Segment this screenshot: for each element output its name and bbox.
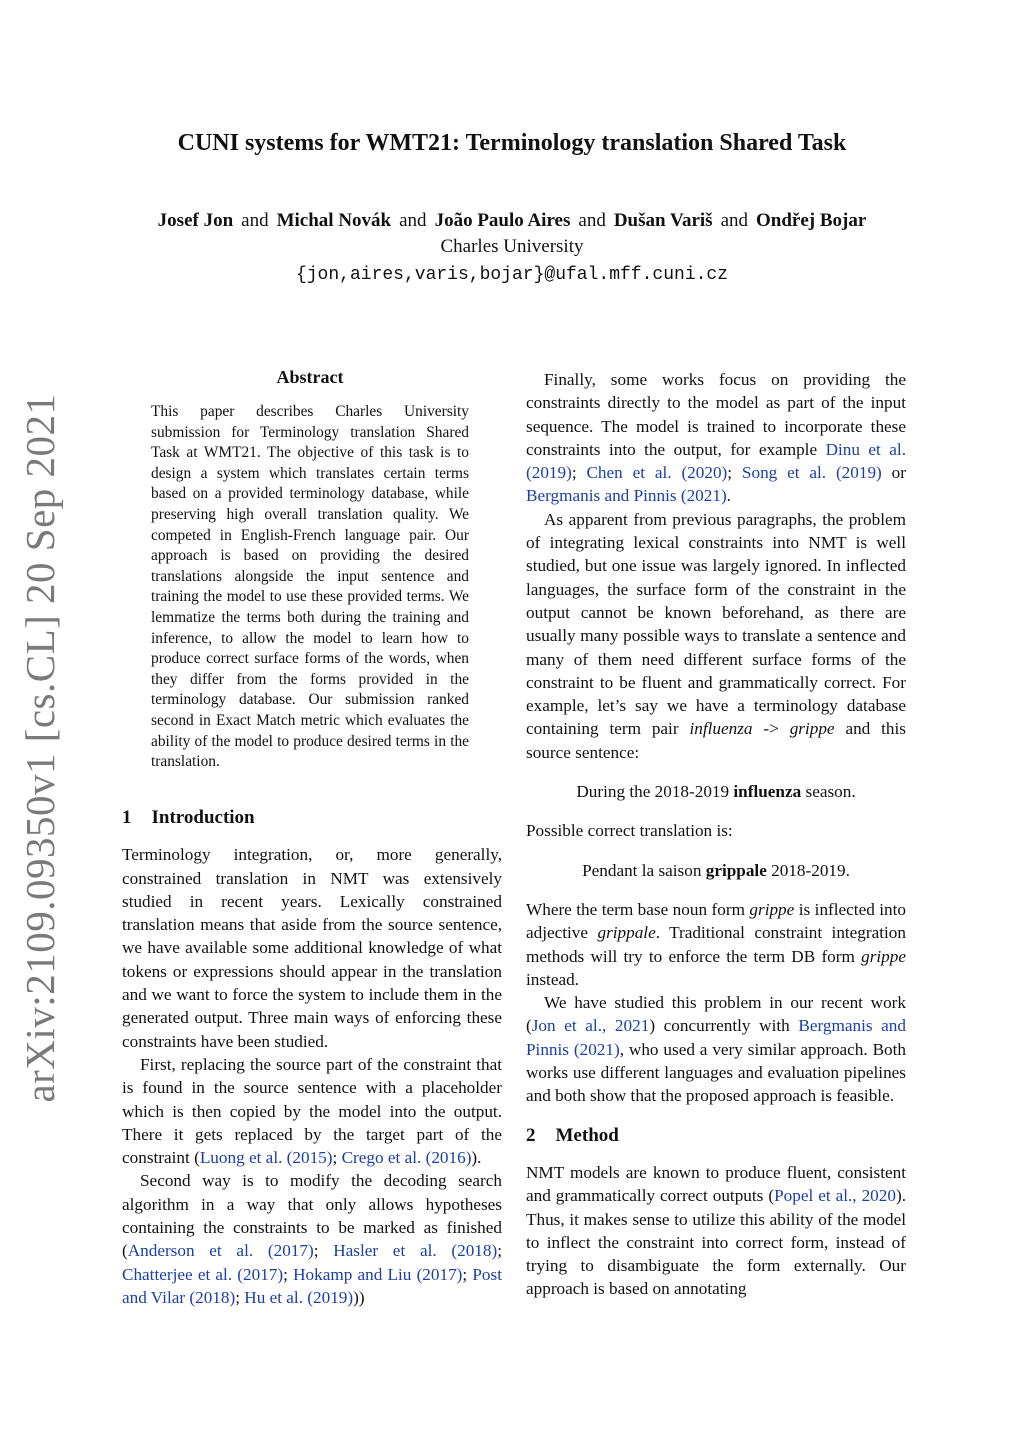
paragraph-text-end: ). Thus, it makes sense to utilize this ability of the model to inflect the constraint into correct form, instead of trying to disambiguate the form externally. Our approach is based on annotating	[526, 1186, 906, 1299]
example-text: season.	[801, 782, 856, 802]
citation-link[interactable]: Crego et al. (2016)	[341, 1148, 472, 1168]
author-conjunction: and	[578, 210, 606, 231]
section-number: 1	[122, 807, 132, 828]
abstract-heading: Abstract	[276, 367, 344, 387]
author-emails: {jon,aires,varis,bojar}@ufal.mff.cuni.cz	[295, 265, 729, 285]
paragraph-text: instead.	[526, 969, 579, 989]
paper-title: CUNI systems for WMT21: Terminology translation Shared Task	[177, 130, 847, 156]
citation-link[interactable]: Luong et al. (2015)	[199, 1148, 333, 1168]
author-conjunction: and	[720, 210, 749, 231]
author-name: Josef Jon	[157, 210, 234, 231]
right-paragraph-2	[526, 508, 906, 764]
author-block	[0, 208, 1024, 288]
example-text: During the 2018-2019	[576, 782, 734, 802]
paragraph-text-end: , who used a very similar approach. Both works use different languages and evaluation pipelines and both show that the proposed approach is feasible.	[526, 1039, 907, 1106]
abstract-text: This paper describes Charles University submission for Terminology translation Shared Task at WMT21. The objective of this task is to design a system which translates certain terms based on a provided terminology database, while preserving high overall translation quality. We competed in English-French language pair. Our approach is based on providing the desired translations alongside the input sentence and training the model to use these provided terms. We lemmatize the terms both during the training and inference, to allow the model to learn how to produce correct surface forms of the words, when they differ from the forms provided in the terminology database. Our submission ranked second in Exact Match metric which evaluates the ability of the model to produce desired terms in the translation.	[151, 403, 469, 771]
paragraph-text: ) concurrently with	[649, 1016, 799, 1036]
citation-link[interactable]: Bergmanis and Pinnis (2021)	[526, 1016, 906, 1059]
term-italic: grippe	[861, 946, 906, 966]
left-column	[122, 806, 502, 1309]
paragraph-text: As apparent from previous paragraphs, the problem of integrating lexical constraints into NMT is well studied, but one issue was largely ignored. In inflected languages, the surface form of the constraint in the output cannot be known beforehand, as there are usually many possible ways to translate a sentence and many of them need different surface forms of the constraint to be fluent and grammatically correct. For example, let’s say we have a terminology database containing term pair	[526, 509, 906, 739]
citation-link[interactable]: Popel et al., 2020	[774, 1186, 896, 1206]
right-paragraph-3	[526, 898, 906, 991]
example-term: influenza	[733, 782, 802, 802]
right-paragraph-1	[526, 368, 906, 508]
citation-link[interactable]: Chen et al. (2020)	[586, 463, 728, 483]
paragraph-text-end: and this source sentence:	[526, 719, 906, 762]
section-heading-introduction	[122, 806, 502, 829]
citation-separator: ;	[313, 1241, 334, 1261]
citation-link[interactable]: Song et al. (2019)	[741, 463, 882, 483]
paragraph-text: We have studied this problem in our recent work (	[526, 993, 906, 1036]
citation-separator: ;	[571, 463, 587, 483]
section-number: 2	[526, 1124, 536, 1146]
section-heading-method	[526, 1124, 906, 1147]
paragraph-text: is inflected into adjective	[526, 899, 906, 943]
right-column	[526, 368, 906, 1301]
author-conjunction: and	[241, 210, 269, 231]
citation-separator: ;	[283, 1264, 294, 1284]
citation-link[interactable]: Hokamp and Liu (2017)	[293, 1264, 463, 1284]
section-title: Method	[555, 1124, 619, 1146]
citation-link[interactable]: Jon et al., 2021	[531, 1016, 650, 1036]
author-names	[0, 208, 1024, 234]
affiliation: Charles University	[440, 236, 584, 257]
paragraph-text: . Traditional constraint integration methods will try to enforce the term DB form	[526, 923, 906, 966]
citation-separator: ;	[727, 463, 742, 483]
paragraph-text: Where the term base noun form	[526, 899, 750, 919]
method-paragraph-1	[526, 1161, 906, 1301]
citation-link[interactable]: Bergmanis and Pinnis (2021)	[526, 486, 727, 506]
citation-link[interactable]: Post and Vilar (2018)	[122, 1264, 502, 1307]
example-term: grippale	[705, 860, 767, 880]
paragraph-text: Second way is to modify the decoding search algorithm in a way that only allows hypotheses containing the constraints to be marked as finished (	[122, 1171, 502, 1261]
term-italic: grippale	[597, 923, 656, 943]
paragraph-text-end: ))	[353, 1287, 365, 1307]
term-italic: grippe	[749, 899, 795, 919]
intro-paragraph-3	[122, 1169, 502, 1309]
example-source-sentence	[526, 780, 906, 803]
example-text: 2018-2019.	[766, 860, 850, 880]
citation-separator: or	[881, 463, 906, 483]
citation-separator: ;	[332, 1148, 342, 1168]
citation-link[interactable]: Chatterjee et al. (2017)	[122, 1264, 284, 1284]
author-name: João Paulo Aires	[434, 210, 571, 231]
author-conjunction: and	[399, 210, 427, 231]
between-examples-text: Possible correct translation is:	[526, 821, 733, 841]
citation-separator: ;	[497, 1241, 502, 1261]
right-paragraph-4	[526, 991, 906, 1107]
paragraph-text: First, replacing the source part of the constraint that is found in the source sentence with a placeholder which is then copied by the model into the output. There it gets replaced by the target part of the constraint (	[122, 1054, 502, 1168]
citation-link[interactable]: Anderson et al. (2017)	[127, 1241, 314, 1261]
citation-link[interactable]: Hasler et al. (2018)	[333, 1241, 498, 1261]
author-name: Ondřej Bojar	[756, 210, 867, 231]
citation-separator: ;	[462, 1264, 473, 1284]
citation-link[interactable]: Hu et al. (2019)	[244, 1287, 354, 1307]
citation-link[interactable]: Dinu et al. (2019)	[526, 439, 906, 483]
section-gap	[526, 1108, 906, 1124]
arxiv-identifier: arXiv:2109.09350v1 [cs.CL] 20 Sep 2021	[17, 393, 63, 1103]
paragraph-text: Finally, some works focus on providing the constraints directly to the model as part of the input sequence. The model is trained to incorporate these constraints into the output, for example	[526, 370, 906, 459]
intro-paragraph-2	[122, 1053, 502, 1169]
citation-separator: ;	[235, 1287, 245, 1307]
term-arrow: ->	[752, 719, 790, 739]
intro-paragraph-1: Terminology integration, or, more generally, constrained translation in NMT was extensively studied in recent years. Lexically constrained translation means that aside from the source sentence, we have available some additional knowledge of what tokens or expressions should appear in the translation and we want to force the system to include them in the generated output. Three main ways of enforcing these constraints have been studied.	[122, 845, 502, 1051]
author-name: Michal Novák	[276, 210, 392, 231]
example-text: Pendant la saison	[582, 860, 706, 880]
section-title: Introduction	[151, 807, 255, 828]
term-target: grippe	[789, 719, 835, 739]
paragraph-text-end: ).	[471, 1148, 482, 1168]
term-source: influenza	[689, 719, 753, 739]
example-target-sentence	[526, 859, 906, 882]
paragraph-text-end: .	[726, 486, 731, 506]
author-name: Dušan Variš	[613, 210, 713, 231]
paragraph-text: NMT models are known to produce fluent, consistent and grammatically correct outputs (	[526, 1162, 906, 1206]
